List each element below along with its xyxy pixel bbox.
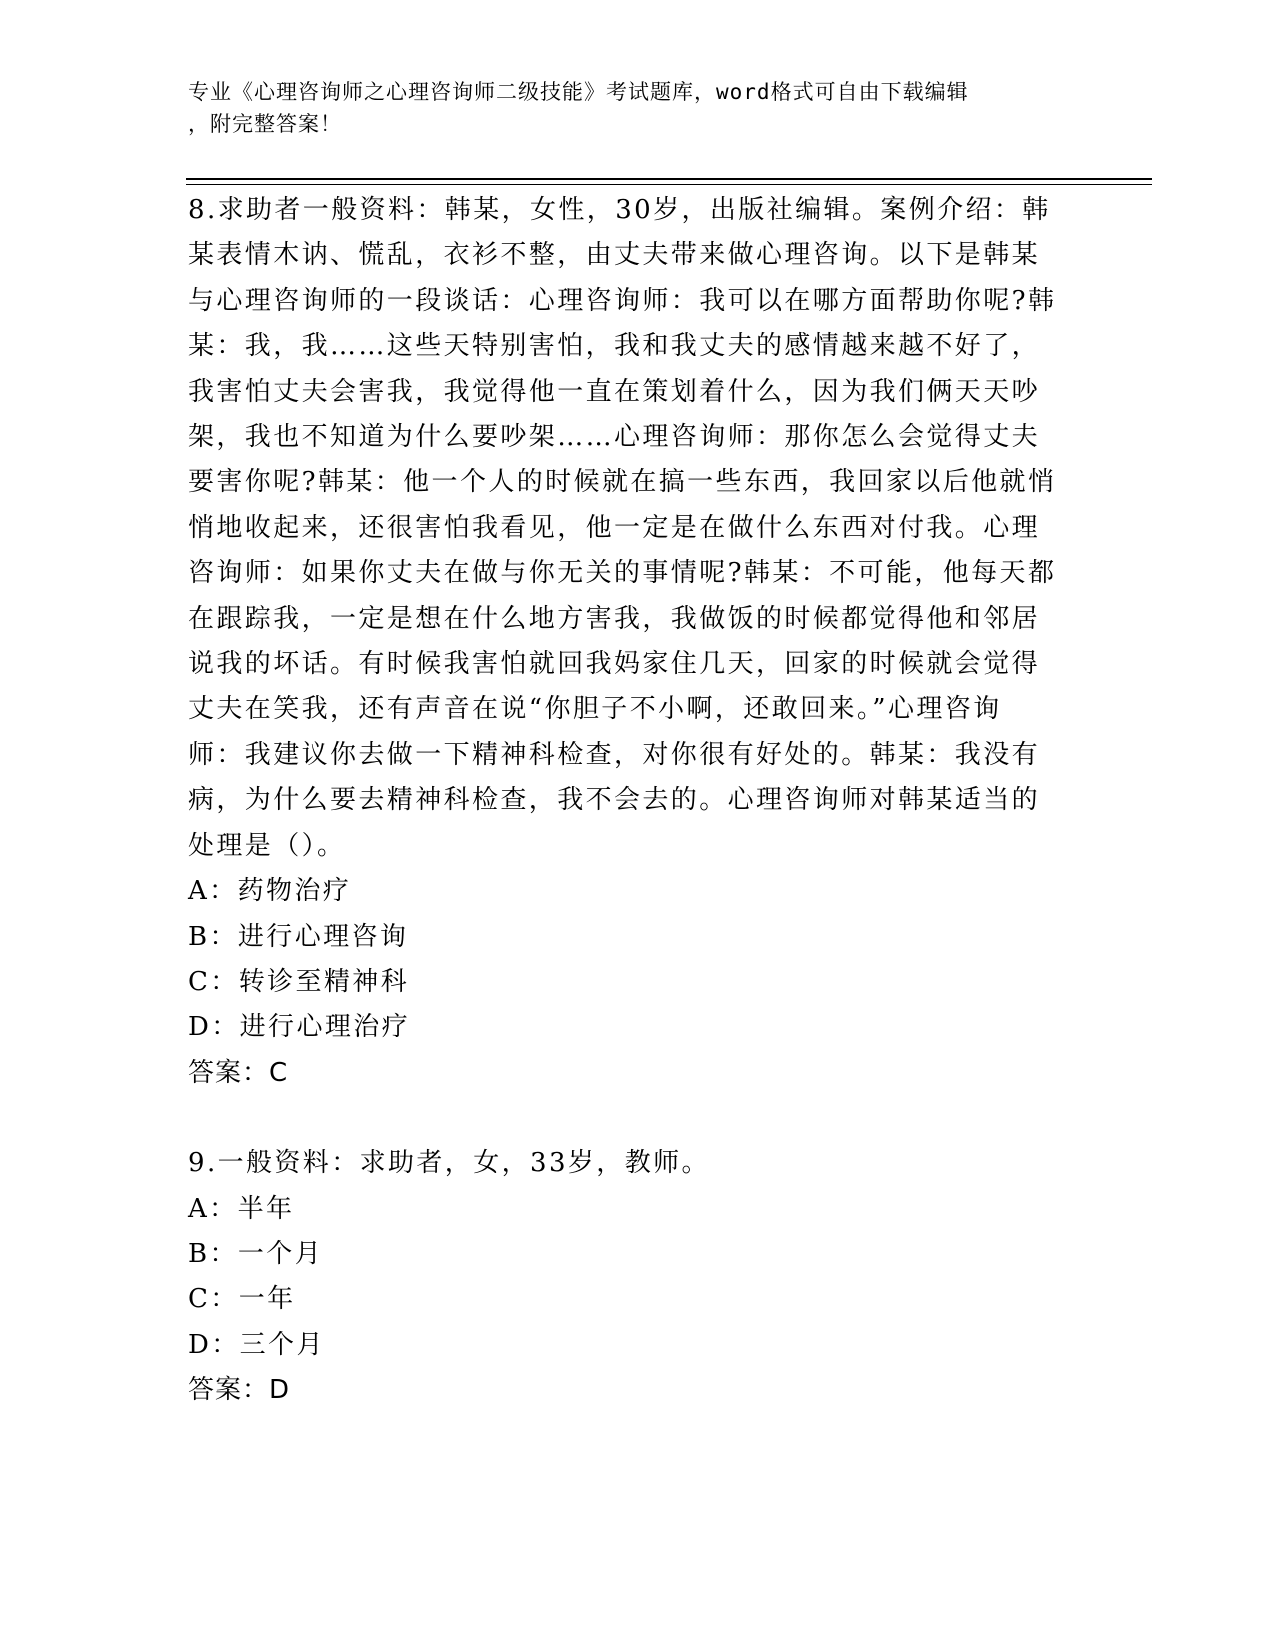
answer-line: 答案：C xyxy=(188,1057,289,1088)
question-stem xyxy=(188,188,1088,869)
question-line: 我害怕丈夫会害我，我觉得他一直在策划着什么，因为我们俩天天吵 xyxy=(188,376,1041,407)
option-c: C：转诊至精神科 xyxy=(188,966,410,997)
question-line: 师：我建议你去做一下精神科检查，对你很有好处的。韩某：我没有 xyxy=(188,739,1041,770)
question-block-8 xyxy=(188,188,1088,1096)
option-a: A：半年 xyxy=(188,1193,295,1224)
question-block-9 xyxy=(188,1141,1088,1413)
question-line: 架，我也不知道为什么要吵架……心理咨询师：那你怎么会觉得丈夫 xyxy=(188,422,1041,453)
questions-container xyxy=(188,188,1088,1414)
option-b: B：进行心理咨询 xyxy=(188,921,409,952)
header-line-2: ，附完整答案！ xyxy=(188,112,342,136)
question-line: 在跟踪我，一定是想在什么地方害我，我做饭的时候都觉得他和邻居 xyxy=(188,603,1041,634)
document-header xyxy=(188,76,1068,140)
question-line: 说我的坏话。有时候我害怕就回我妈家住几天，回家的时候就会觉得 xyxy=(188,649,1041,680)
answer-line: 答案：D xyxy=(188,1375,291,1406)
question-line: 悄地收起来，还很害怕我看见，他一定是在做什么东西对付我。心理 xyxy=(188,512,1041,543)
option-d: D：进行心理治疗 xyxy=(188,1012,411,1043)
option-a: A：药物治疗 xyxy=(188,876,352,907)
header-divider-thin xyxy=(186,184,1152,185)
question-stem xyxy=(188,1141,1088,1186)
question-line: 丈夫在笑我，还有声音在说“你胆子不小啊，还敢回来。”心理咨询 xyxy=(188,694,1002,725)
header-line-1: 专业《心理咨询师之心理咨询师二级技能》考试题库，word格式可自由下载编辑 xyxy=(188,80,969,104)
option-d: D：三个月 xyxy=(188,1329,325,1360)
question-line: 9.一般资料：求助者，女，33岁，教师。 xyxy=(188,1148,710,1179)
question-line: 某表情木讷、慌乱，衣衫不整，由丈夫带来做心理咨询。以下是韩某 xyxy=(188,240,1041,271)
question-line: 病，为什么要去精神科检查，我不会去的。心理咨询师对韩某适当的 xyxy=(188,785,1041,816)
option-b: B：一个月 xyxy=(188,1238,324,1269)
question-line: 咨询师：如果你丈夫在做与你无关的事情呢?韩某：不可能，他每天都 xyxy=(188,558,1057,589)
question-line: 要害你呢?韩某：他一个人的时候就在搞一些东西，我回家以后他就悄 xyxy=(188,467,1057,498)
question-line: 8.求助者一般资料：韩某，女性，30岁，出版社编辑。案例介绍：韩 xyxy=(188,195,1051,225)
question-line: 某：我，我……这些天特别害怕，我和我丈夫的感情越来越不好了， xyxy=(188,331,1041,362)
question-line: 处理是（）。 xyxy=(188,830,346,861)
header-divider-thick xyxy=(186,178,1152,180)
option-c: C：一年 xyxy=(188,1284,296,1315)
question-line: 与心理咨询师的一段谈话：心理咨询师：我可以在哪方面帮助你呢?韩 xyxy=(188,285,1057,316)
